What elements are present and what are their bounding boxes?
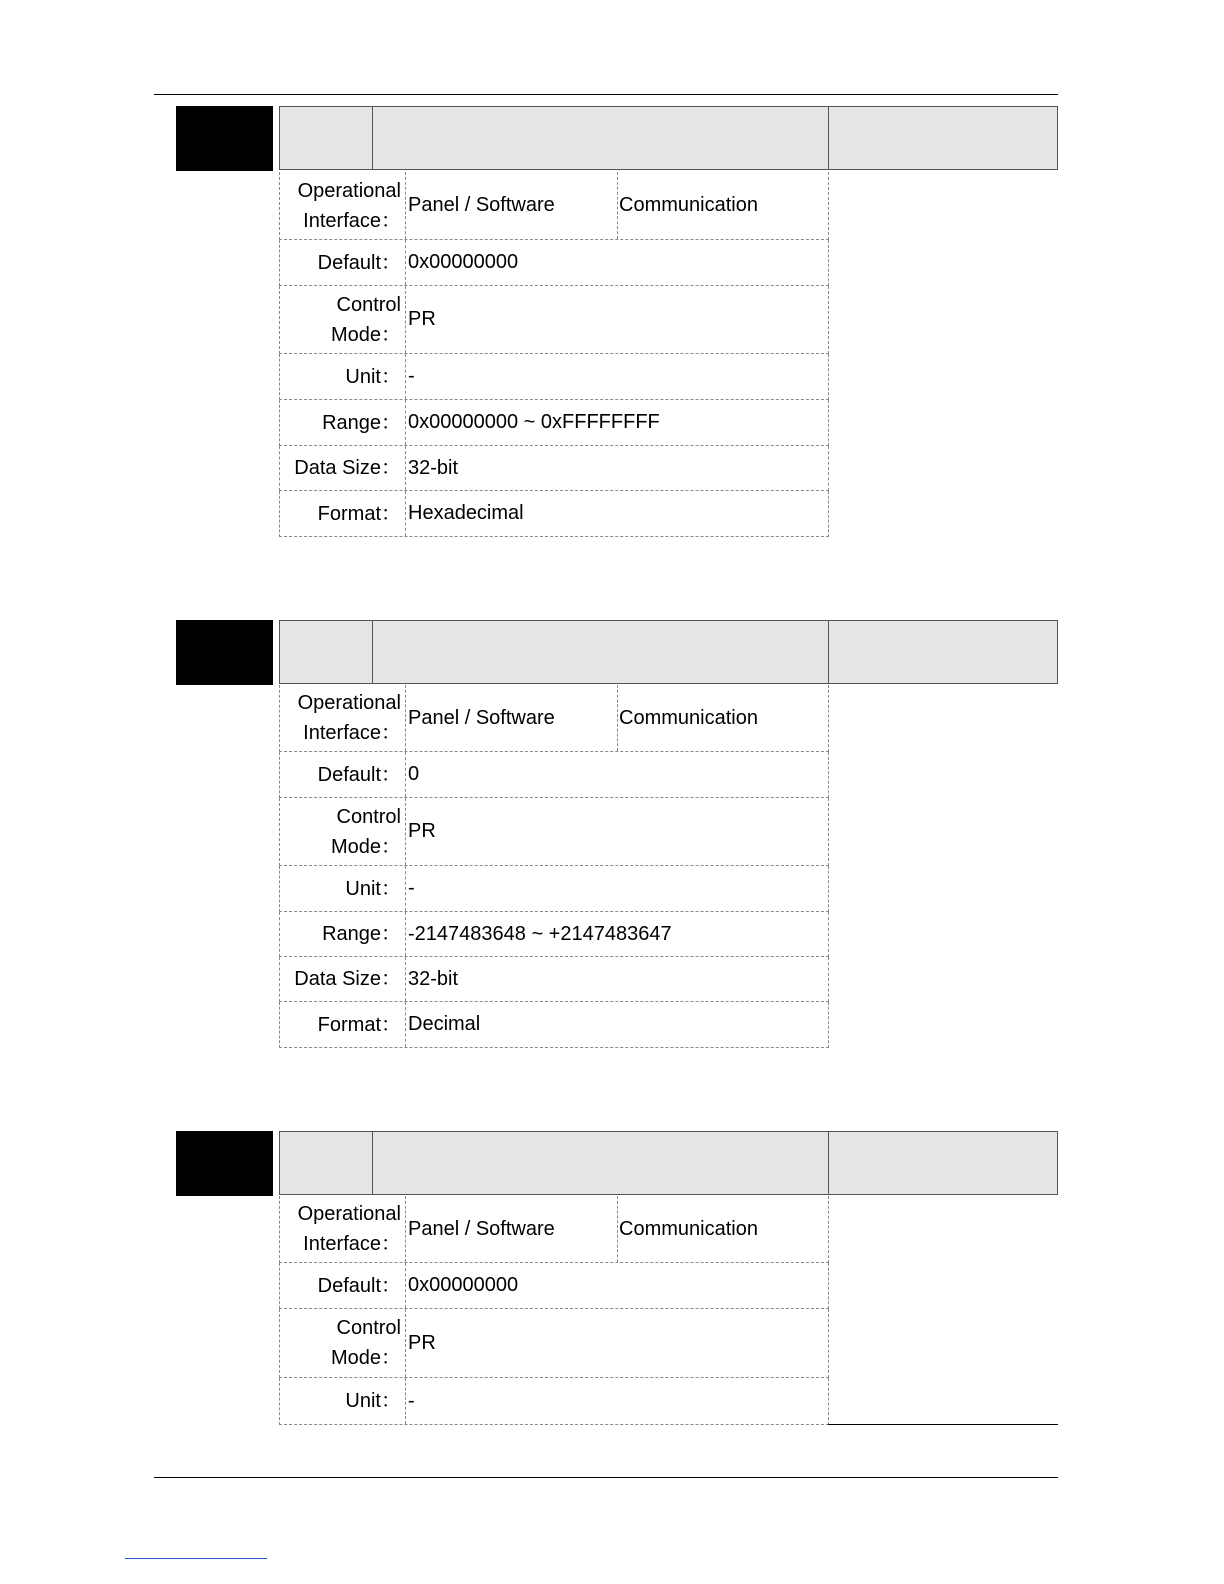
- control-mode-label: Mode：: [330, 835, 401, 858]
- parameter-tag: [176, 106, 273, 171]
- format-value: Hexadecimal: [408, 502, 524, 524]
- default-row: [279, 1263, 829, 1309]
- parameter-header-cell-code: [279, 1131, 373, 1195]
- range-row: [279, 400, 829, 446]
- interface-comm-value: Communication: [619, 194, 758, 216]
- default-row: [279, 240, 829, 286]
- format-value: Decimal: [408, 1013, 481, 1035]
- data-size-label: Data Size：: [280, 957, 406, 1001]
- format-label: Format：: [280, 491, 406, 536]
- unit-label: Unit：: [280, 354, 406, 399]
- unit-row: [279, 1378, 829, 1425]
- interface-row: [279, 685, 829, 752]
- data-size-value: 32-bit: [408, 967, 459, 990]
- parameter-header-cell-code: [279, 620, 373, 684]
- parameter-header-cell-name: [372, 106, 829, 170]
- data-size-row: [279, 957, 829, 1002]
- default-label: Default：: [280, 752, 406, 797]
- control-mode-label: Mode：: [330, 1347, 401, 1369]
- footer-rule: [154, 1477, 1058, 1478]
- interface-row: [279, 1196, 829, 1263]
- default-value: 0x00000000: [408, 1274, 519, 1296]
- format-row: [279, 1002, 829, 1048]
- default-value: 0x00000000: [408, 251, 519, 273]
- control-mode-value: PR: [408, 308, 436, 330]
- interface-comm-value: Communication: [619, 706, 758, 729]
- interface-panel-value: Panel / Software: [408, 1217, 555, 1240]
- table-bottom-rule: [828, 1424, 1058, 1425]
- interface-label: Interface：: [303, 1233, 401, 1255]
- range-label: Range：: [280, 912, 406, 956]
- interface-panel-value: Panel / Software: [408, 194, 555, 216]
- header-rule: [154, 94, 1058, 95]
- parameter-header-cell-name: [372, 1131, 829, 1195]
- unit-value: -: [408, 877, 415, 899]
- data-size-label: Data Size：: [280, 446, 406, 490]
- unit-label: Unit：: [280, 1378, 406, 1424]
- control-mode-row: [279, 286, 829, 354]
- range-row: [279, 912, 829, 957]
- unit-value: -: [408, 1389, 415, 1412]
- control-mode-label: Mode：: [330, 323, 401, 346]
- unit-label: Unit：: [280, 866, 406, 911]
- interface-panel-value: Panel / Software: [408, 706, 555, 729]
- parameter-header-cell-address: [828, 620, 1058, 684]
- interface-label: Operational: [297, 1203, 401, 1225]
- control-mode-label: Control: [336, 293, 401, 316]
- data-size-row: [279, 446, 829, 491]
- default-value: 0: [408, 763, 420, 785]
- range-label: Range：: [280, 400, 406, 445]
- control-mode-label: Control: [336, 805, 401, 828]
- interface-comm-value: Communication: [619, 1217, 758, 1240]
- control-mode-label: Control: [336, 1317, 401, 1339]
- unit-row: [279, 354, 829, 400]
- format-label: Format：: [280, 1002, 406, 1047]
- footer-link-underline: [125, 1558, 267, 1559]
- data-size-value: 32-bit: [408, 456, 459, 479]
- parameter-header-cell-code: [279, 106, 373, 170]
- default-label: Default：: [280, 240, 406, 285]
- default-label: Default：: [280, 1263, 406, 1308]
- format-row: [279, 491, 829, 537]
- interface-label: Operational: [297, 692, 401, 714]
- parameter-header-cell-address: [828, 106, 1058, 170]
- interface-label: Operational: [297, 179, 401, 202]
- range-value: 0x00000000 ~ 0xFFFFFFFF: [408, 411, 660, 433]
- interface-row: [279, 172, 829, 240]
- control-mode-value: PR: [408, 1331, 436, 1354]
- parameter-header-cell-address: [828, 1131, 1058, 1195]
- unit-row: [279, 866, 829, 912]
- control-mode-value: PR: [408, 820, 436, 842]
- interface-label: Interface：: [303, 209, 401, 232]
- parameter-header-cell-name: [372, 620, 829, 684]
- default-row: [279, 752, 829, 798]
- parameter-tag: [176, 620, 273, 685]
- interface-label: Interface：: [303, 722, 401, 744]
- unit-value: -: [408, 365, 415, 387]
- range-value: -2147483648 ~ +2147483647: [408, 922, 672, 945]
- control-mode-row: [279, 798, 829, 866]
- parameter-tag: [176, 1131, 273, 1196]
- control-mode-row: [279, 1309, 829, 1378]
